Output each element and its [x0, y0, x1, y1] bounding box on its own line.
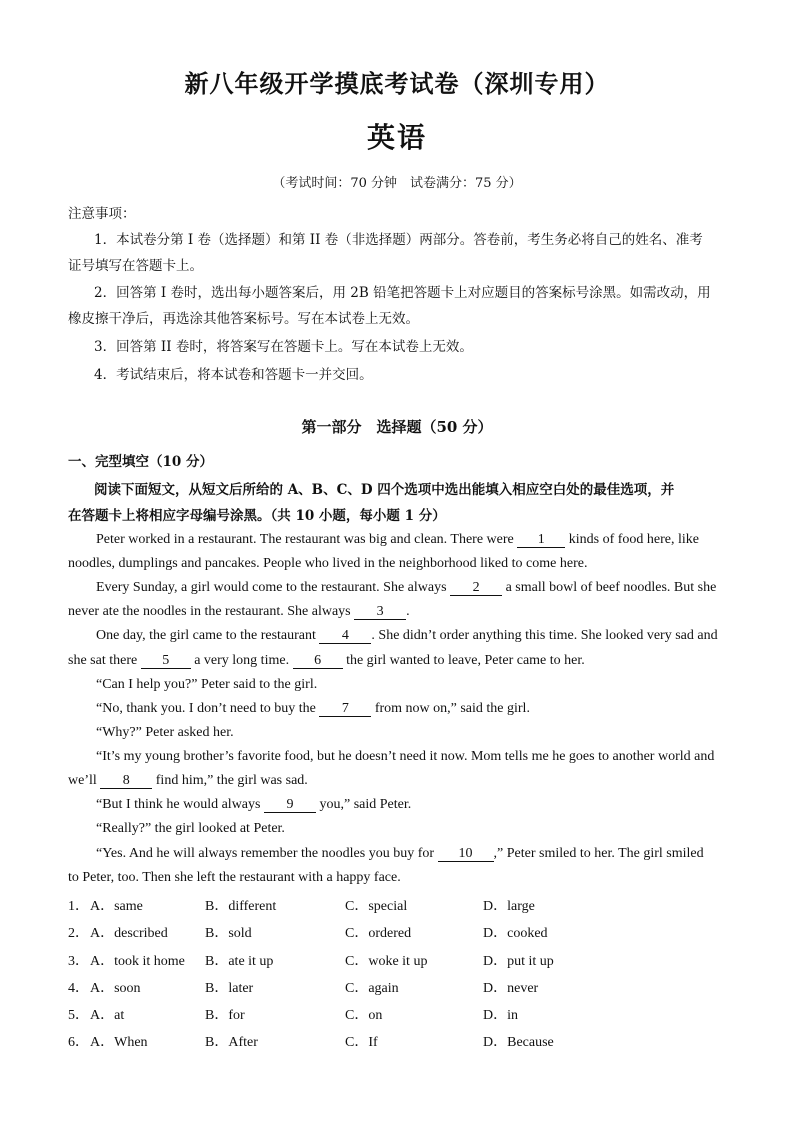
option-b: B．sold [205, 926, 252, 941]
blank-3: 3 [354, 605, 406, 620]
option-number: 1． [68, 899, 89, 914]
blank-4: 4 [319, 629, 371, 644]
passage-text: never ate the noodles in the restaurant. She always [68, 604, 351, 619]
exam-subject: 英语 [366, 121, 427, 154]
passage-line [68, 773, 308, 789]
option-b: B．After [205, 1035, 258, 1050]
option-a: A．same [90, 899, 143, 914]
passage-text: from now on,” said the girl. [374, 701, 530, 716]
passage-text: “No, thank you. I don’t need to buy the [96, 701, 316, 716]
option-a: A．soon [90, 981, 141, 996]
option-a: A．at [90, 1008, 125, 1023]
passage-line: “Can I help you?” Peter said to the girl. [96, 677, 318, 692]
passage-text: she sat there [68, 653, 138, 668]
time-info: （考试时间：70 分钟 试卷满分：75 分） [272, 176, 522, 191]
option-b: B．later [205, 981, 254, 996]
notes-heading: 注意事项： [68, 206, 136, 222]
passage-line [96, 701, 530, 717]
option-c: C．special [345, 899, 408, 914]
option-d: D．cooked [483, 926, 548, 941]
note-line-4: 橡皮擦干净后，再选涂其他答案标号。写在本试卷上无效。 [68, 311, 419, 327]
passage-text: ,” Peter smiled to her. The girl smiled [493, 846, 704, 861]
passage-text: “Yes. And he will always remember the noodles you buy for [96, 846, 435, 861]
blank-7: 7 [319, 702, 371, 717]
passage-text: a very long time. [194, 653, 290, 668]
passage-line: noodles, dumplings and pancakes. People who lived in the neighborhood liked to come here. [68, 556, 588, 571]
passage-text: “But I think he would always [96, 797, 261, 812]
blank-10: 10 [438, 847, 494, 862]
passage-line [96, 628, 718, 644]
blank-1: 1 [517, 533, 565, 548]
note-line-2: 证号填写在答题卡上。 [68, 258, 203, 274]
option-d: D．in [483, 1008, 518, 1023]
option-d: D．put it up [483, 954, 554, 969]
option-number: 3． [68, 954, 89, 969]
exam-title: 新八年级开学摸底考试卷（深圳专用） [184, 69, 610, 98]
instruction-line-2: 在答题卡上将相应字母编号涂黑。（共 10 小题，每小题 1 分） [68, 508, 446, 524]
option-c: C．woke it up [345, 954, 428, 969]
passage-text: . [406, 604, 410, 619]
passage-line: “Why?” Peter asked her. [96, 725, 234, 740]
blank-6: 6 [293, 654, 343, 669]
passage-line: to Peter, too. Then she left the restaurant with a happy face. [68, 870, 401, 885]
note-line-1: 1．本试卷分第 I 卷（选择题）和第 II 卷（非选择题）两部分。答卷前，考生务必将自己的姓名、准考 [94, 232, 703, 248]
passage-text: you,” said Peter. [319, 797, 412, 812]
option-b: B．different [205, 899, 277, 914]
option-c: C．ordered [345, 926, 412, 941]
option-a: A．When [90, 1035, 148, 1050]
section-title: 一、完型填空（10 分） [68, 454, 213, 470]
part-one-title: 第一部分 选择题（50 分） [301, 418, 493, 436]
passage-line [96, 846, 704, 862]
passage-line [68, 604, 410, 620]
passage-line [96, 532, 699, 548]
option-d: D．large [483, 899, 535, 914]
option-a: A．took it home [90, 954, 185, 969]
passage-text: we’ll [68, 773, 97, 788]
option-number: 4． [68, 981, 89, 996]
option-number: 5． [68, 1008, 89, 1023]
option-b: B．ate it up [205, 954, 274, 969]
passage-text: One day, the girl came to the restaurant [96, 628, 316, 643]
blank-8: 8 [100, 774, 152, 789]
passage-line: “It’s my young brother’s favorite food, but he doesn’t need it now. Mom tells me he goes to another world and [96, 749, 715, 764]
option-number: 2． [68, 926, 89, 941]
passage-text: Peter worked in a restaurant. The restaurant was big and clean. There were [96, 532, 514, 547]
passage-line [96, 580, 716, 596]
option-a: A．described [90, 926, 168, 941]
passage-text: find him,” the girl was sad. [155, 773, 308, 788]
blank-9: 9 [264, 798, 316, 813]
note-line-3: 2．回答第 I 卷时，选出每小题答案后，用 2B 铅笔把答题卡上对应题目的答案标号涂黑。如需改动，用 [94, 285, 711, 301]
passage-text: Every Sunday, a girl would come to the restaurant. She always [96, 580, 447, 595]
passage-line [96, 797, 411, 813]
note-line-6: 4．考试结束后，将本试卷和答题卡一并交回。 [94, 367, 373, 383]
passage-text: kinds of food here, like [568, 532, 700, 547]
passage-text: a small bowl of beef noodles. But she [505, 580, 717, 595]
blank-5: 5 [141, 654, 191, 669]
blank-2: 2 [450, 581, 502, 596]
note-line-5: 3．回答第 II 卷时，将答案写在答题卡上。写在本试卷上无效。 [94, 339, 473, 355]
option-d: D．Because [483, 1035, 554, 1050]
option-c: C．on [345, 1008, 383, 1023]
option-number: 6． [68, 1035, 89, 1050]
instruction-line-1: 阅读下面短文，从短文后所给的 A、B、C、D 四个选项中选出能填入相应空白处的最佳选项，并 [94, 482, 675, 498]
option-c: C．If [345, 1035, 378, 1050]
passage-line [68, 653, 585, 669]
option-d: D．never [483, 981, 539, 996]
passage-text: the girl wanted to leave, Peter came to her. [346, 653, 585, 668]
passage-line: “Really?” the girl looked at Peter. [96, 821, 285, 836]
option-c: C．again [345, 981, 399, 996]
passage-text: . She didn’t order anything this time. She looked very sad and [371, 628, 718, 643]
option-b: B．for [205, 1008, 245, 1023]
